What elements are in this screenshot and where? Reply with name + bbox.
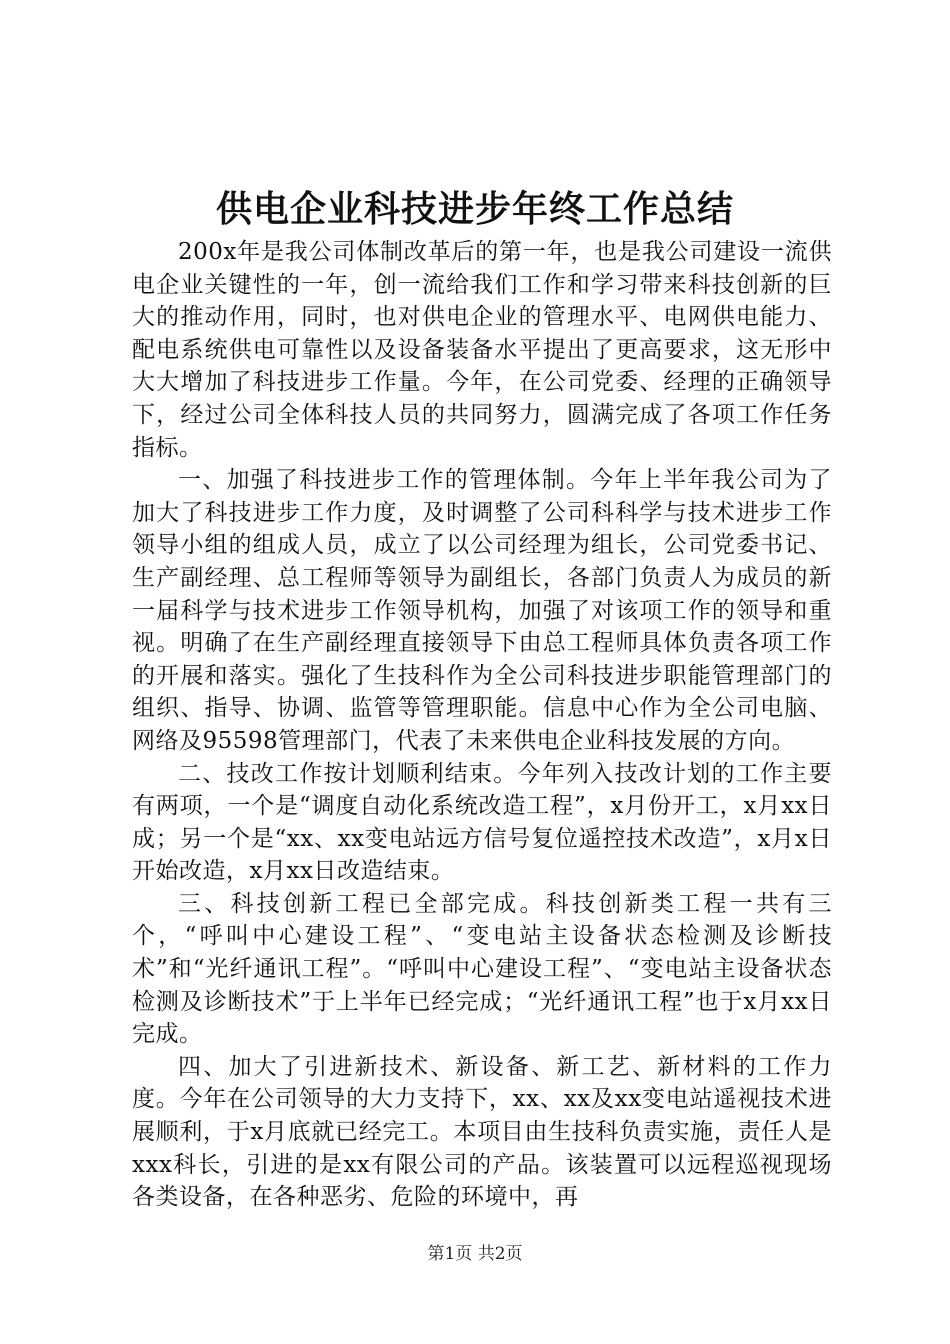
- document-title: 供电企业科技进步年终工作总结: [215, 189, 734, 230]
- paragraph-intro: 200x年是我公司体制改革后的第一年，也是我公司建设一流供电企业关键性的一年，创一流给我们工作和学习带来科技创新的巨大的推动作用，同时，也对供电企业的管理水平、电网供电能力、配电系统供电可靠性以及设备装备水平提出了更高要求，这无形中大大增加了科技进步工作量。今年，在公司党委、经理的正确领导下，经过公司全体科技人员的共同努力，圆满完成了各项工作任务指标。: [132, 239, 832, 461]
- document-body: [132, 236, 832, 1214]
- paragraph-section-1: 一、加强了科技进步工作的管理体制。今年上半年我公司为了加大了科技进步工作力度，及时调整了公司科科学与技术进步工作领导小组的组成人员，成立了以公司经理为组长，公司党委书记、生产副经理、总工程师等领导为副组长，各部门负责人为成员的新一届科学与技术进步工作领导机构，加强了对该项工作的领导和重视。明确了在生产副经理直接领导下由总工程师具体负责各项工作的开展和落实。强化了生技科作为全公司科技进步职能管理部门的组织、指导、协调、监管等管理职能。信息中心作为全公司电脑、网络及95598管理部门，代表了未来供电企业科技发展的方向。: [132, 467, 832, 754]
- paragraph-section-2: 二、技改工作按计划顺利结束。今年列入技改计划的工作主要有两项，一个是“调度自动化系统改造工程”，x月份开工，x月xx日成；另一个是“xx、xx变电站远方信号复位遥控技术改造”，x月x日开始改造，x月xx日改造结束。: [132, 760, 832, 885]
- paragraph-section-4: 四、加大了引进新技术、新设备、新工艺、新材料的工作力度。今年在公司领导的大力支持下，xx、xx及xx变电站遥视技术进展顺利，于x月底就已经完工。本项目由生技科负责实施，责任人是xxx科长，引进的是xx有限公司的产品。该装置可以远程巡视现场各类设备，在各种恶劣、危险的环境中，再: [132, 1053, 832, 1211]
- paragraph-section-3: 三、科技创新工程已全部完成。科技创新类工程一共有三个，“呼叫中心建设工程”、“变电站主设备状态检测及诊断技术”和“光纤通讯工程”。“呼叫中心建设工程”、“变电站主设备状态检测及诊断技术”于上半年已经完成；“光纤通讯工程”也于x月xx日完成。: [132, 890, 832, 1048]
- page-number-footer: 第1页 共2页: [427, 1244, 523, 1264]
